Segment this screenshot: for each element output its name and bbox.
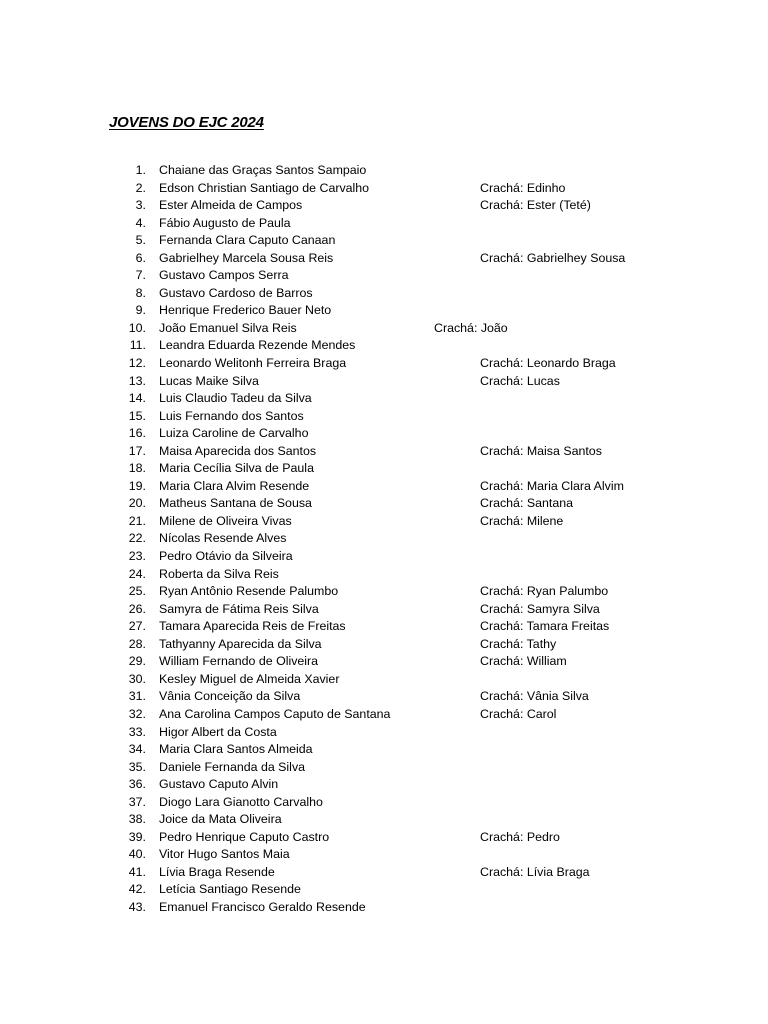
list-item-badge-name: Crachá: Lívia Braga [480,864,590,879]
list-item-number: 36. [128,777,146,792]
list-item [0,302,768,320]
list-item-badge-name: Crachá: Tamara Freitas [480,619,610,634]
list-item-name: Gabrielhey Marcela Sousa Reis [159,250,334,265]
list-item-number: 30. [128,671,146,686]
list-item-name: Leonardo Welitonh Ferreira Braga [159,356,347,371]
list-item-number: 5. [135,233,146,248]
list-item-number: 38. [128,812,146,827]
list-item-name: Vânia Conceição da Silva [159,689,301,704]
list-item-number: 40. [128,847,146,862]
list-item [0,794,768,812]
list-item-number: 12. [128,356,146,371]
list-item-name: Leandra Eduarda Rezende Mendes [159,338,356,353]
list-item-name: Maria Cecília Silva de Paula [159,461,314,476]
list-item-badge-name: Crachá: Santana [480,496,573,511]
list-item-name: Pedro Otávio da Silveira [159,549,293,564]
list-item-badge-name: Crachá: João [434,320,508,335]
list-item-name: Daniele Fernanda da Silva [159,759,306,774]
list-item-badge-name: Crachá: Vânia Silva [480,689,589,704]
list-item-badge-name: Crachá: Carol [480,706,557,721]
list-item-badge-name: Crachá: Milene [480,513,564,528]
list-item-number: 39. [128,829,146,844]
list-item-number: 3. [135,198,146,213]
list-item [0,215,768,233]
list-item [0,460,768,478]
list-item-number: 33. [128,724,146,739]
list-item-badge-name: Crachá: Ester (Teté) [480,198,591,213]
list-item-name: Gustavo Campos Serra [159,268,289,283]
list-item-number: 24. [128,566,146,581]
list-item [0,513,768,531]
list-item-name: Tathyanny Aparecida da Silva [159,636,322,651]
list-item-number: 4. [135,215,146,230]
list-item [0,478,768,496]
list-item-number: 25. [128,584,146,599]
list-item-badge-name: Crachá: Gabrielhey Sousa [480,250,626,265]
list-item-name: Pedro Henrique Caputo Castro [159,829,330,844]
list-item-name: Kesley Miguel de Almeida Xavier [159,671,340,686]
list-item-number: 21. [128,513,146,528]
list-item-number: 42. [128,882,146,897]
list-item [0,706,768,724]
list-item-number: 26. [128,601,146,616]
list-item-badge-name: Crachá: Pedro [480,829,560,844]
list-item-number: 19. [128,478,146,493]
list-item-name: Nícolas Resende Alves [159,531,287,546]
list-item-number: 13. [128,373,146,388]
list-item-number: 23. [128,549,146,564]
list-item-number: 20. [128,496,146,511]
list-item-name: Higor Albert da Costa [159,724,277,739]
list-item-name: Fernanda Clara Caputo Canaan [159,233,336,248]
list-item-name: Luis Fernando dos Santos [159,408,304,423]
list-item-badge-name: Crachá: William [480,654,567,669]
list-item-name: Lucas Maike Silva [159,373,259,388]
list-item [0,320,768,338]
list-item [0,337,768,355]
list-item-number: 34. [128,742,146,757]
list-item-number: 1. [135,163,146,177]
list-item-name: Ana Carolina Campos Caputo de Santana [159,706,391,721]
list-item-number: 27. [128,619,146,634]
document-title: JOVENS DO EJC 2024 [109,114,264,131]
list-item-number: 31. [128,689,146,704]
names-list [0,162,768,917]
list-item [0,864,768,882]
list-item-name: Gustavo Caputo Alvin [159,777,279,792]
list-item-badge-name: Crachá: Maisa Santos [480,443,602,458]
list-item-name: Luiza Caroline de Carvalho [159,426,309,441]
list-item-number: 11. [129,338,146,353]
list-item [0,355,768,373]
list-item-name: Letícia Santiago Resende [159,882,301,897]
list-item-name: Maisa Aparecida dos Santos [159,443,317,458]
list-item [0,408,768,426]
list-item [0,548,768,566]
list-item [0,724,768,742]
list-item [0,688,768,706]
list-item [0,583,768,601]
list-item-name: Edson Christian Santiago de Carvalho [159,180,370,195]
list-item-number: 22. [128,531,146,546]
list-item-number: 10. [128,320,146,335]
list-item-name: Samyra de Fátima Reis Silva [159,601,319,616]
list-item [0,390,768,408]
list-item [0,373,768,391]
list-item-name: Lívia Braga Resende [159,864,275,879]
list-item-number: 37. [128,794,146,809]
list-item-badge-name: Crachá: Lucas [480,373,560,388]
list-item [0,197,768,215]
list-item-badge-name: Crachá: Tathy [480,636,557,651]
list-item-number: 2. [135,180,146,195]
list-item [0,759,768,777]
list-item [0,829,768,847]
list-item [0,425,768,443]
list-item [0,741,768,759]
list-item-number: 17. [128,443,146,458]
list-item-name: Emanuel Francisco Geraldo Resende [159,899,366,914]
list-item [0,232,768,250]
list-item [0,776,768,794]
list-item-number: 43. [128,899,146,914]
list-item-number: 35. [128,759,146,774]
list-item-name: Diogo Lara Gianotto Carvalho [159,794,323,809]
list-item-name: Luis Claudio Tadeu da Silva [159,391,312,406]
list-item [0,162,768,180]
list-item-number: 6. [135,250,146,265]
list-item [0,636,768,654]
list-item [0,881,768,899]
list-item-number: 7. [135,268,146,283]
list-item-name: Ryan Antônio Resende Palumbo [159,584,339,599]
list-item-name: Fábio Augusto de Paula [159,215,291,230]
list-item [0,811,768,829]
list-item [0,530,768,548]
list-item [0,250,768,268]
list-item-name: Vitor Hugo Santos Maia [159,847,290,862]
list-item-name: Roberta da Silva Reis [159,566,279,581]
list-item [0,180,768,198]
list-item-number: 32. [128,706,146,721]
list-item [0,601,768,619]
list-item-name: Henrique Frederico Bauer Neto [159,303,332,318]
list-item [0,566,768,584]
list-item-name: Maria Clara Alvim Resende [159,478,310,493]
list-item-name: Joice da Mata Oliveira [159,812,282,827]
list-item [0,671,768,689]
list-item-number: 15. [128,408,146,423]
list-item-number: 8. [135,285,146,300]
list-item-number: 18. [128,461,146,476]
list-item-badge-name: Crachá: Ryan Palumbo [480,584,609,599]
list-item [0,899,768,917]
list-item [0,443,768,461]
list-item-number: 41. [128,864,146,879]
list-item [0,267,768,285]
list-item-name: Ester Almeida de Campos [159,198,303,213]
list-item [0,653,768,671]
list-item-name: João Emanuel Silva Reis [159,320,297,335]
list-item-name: William Fernando de Oliveira [159,654,319,669]
list-item-badge-name: Crachá: Samyra Silva [480,601,600,616]
list-item-name: Milene de Oliveira Vivas [159,513,292,528]
list-item-number: 28. [128,636,146,651]
list-item-number: 16. [128,426,146,441]
list-item-number: 14. [128,391,146,406]
list-item-name: Gustavo Cardoso de Barros [159,285,313,300]
list-item-badge-name: Crachá: Edinho [480,180,566,195]
list-item-name: Tamara Aparecida Reis de Freitas [159,619,346,634]
list-item-badge-name: Crachá: Leonardo Braga [480,356,616,371]
list-item [0,495,768,513]
list-item-number: 9. [135,303,146,318]
list-item-badge-name: Crachá: Maria Clara Alvim [480,478,624,493]
list-item [0,618,768,636]
list-item-name: Chaiane das Graças Santos Sampaio [159,163,367,177]
list-item-name: Maria Clara Santos Almeida [159,742,313,757]
list-item-number: 29. [128,654,146,669]
list-item-name: Matheus Santana de Sousa [159,496,312,511]
list-item [0,285,768,303]
list-item [0,846,768,864]
